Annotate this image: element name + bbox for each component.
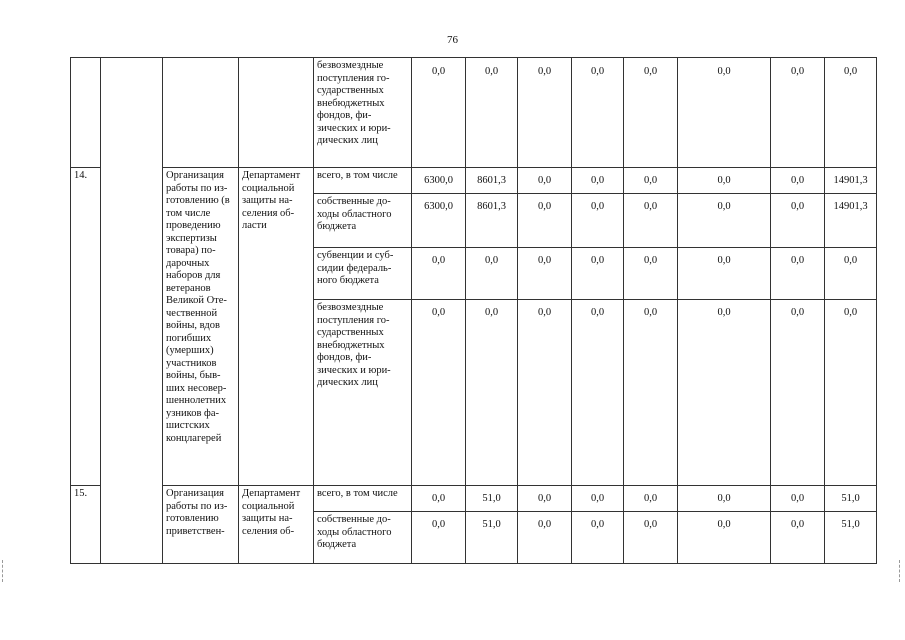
value-cell: 0,0: [771, 194, 825, 248]
value-cell: 0,0: [572, 194, 624, 248]
value-cell: 0,0: [678, 194, 771, 248]
value-cell: 0,0: [624, 486, 678, 512]
value-cell: 0,0: [678, 248, 771, 300]
value-cell: 6300,0: [412, 194, 466, 248]
funding-source-cell: всего, в том числе: [314, 486, 412, 512]
table-row: [71, 58, 877, 168]
page-number: 76: [447, 34, 458, 46]
value-cell: 0,0: [678, 486, 771, 512]
value-cell: 0,0: [678, 300, 771, 486]
binding-mark-right: [899, 560, 903, 582]
value-cell: 0,0: [518, 300, 572, 486]
funding-source-cell: собственные до-ходы областного бюджета: [314, 194, 412, 248]
value-cell: 0,0: [624, 194, 678, 248]
value-cell: 0,0: [518, 512, 572, 564]
value-cell: 0,0: [624, 168, 678, 194]
value-cell: 0,0: [771, 300, 825, 486]
value-cell: 51,0: [466, 486, 518, 512]
value-cell: 0,0: [678, 58, 771, 168]
funding-source-cell: субвенции и суб-сидии федераль-ного бюджета: [314, 248, 412, 300]
value-cell: 0,0: [572, 300, 624, 486]
value-cell: 0,0: [466, 58, 518, 168]
budget-table: [70, 57, 877, 564]
executor-cell: Департамент социальной защиты на-селения об-: [239, 486, 314, 564]
value-cell: 0,0: [412, 512, 466, 564]
value-cell: 0,0: [771, 168, 825, 194]
value-cell: 0,0: [624, 58, 678, 168]
value-cell: 0,0: [518, 168, 572, 194]
row-number-cell: 15.: [71, 486, 101, 564]
funding-source-cell: собственные до-ходы областного бюджета: [314, 512, 412, 564]
value-cell: 0,0: [412, 58, 466, 168]
funding-source-cell: безвозмездные поступления го-сударственных внебюджетных фондов, фи-зических и юри-дических лиц: [314, 58, 412, 168]
value-cell: 0,0: [572, 58, 624, 168]
activity-name-cell: [163, 58, 239, 168]
value-cell: 0,0: [572, 486, 624, 512]
value-cell: 8601,3: [466, 168, 518, 194]
value-cell: 0,0: [825, 248, 877, 300]
value-cell: 0,0: [572, 248, 624, 300]
funding-source-cell: всего, в том числе: [314, 168, 412, 194]
value-cell: 0,0: [518, 194, 572, 248]
value-cell: 0,0: [771, 248, 825, 300]
value-cell: 51,0: [466, 512, 518, 564]
value-cell: 0,0: [572, 168, 624, 194]
value-cell: 0,0: [771, 486, 825, 512]
value-cell: 0,0: [624, 248, 678, 300]
funding-source-cell: безвозмездные поступления го-сударственных внебюджетных фондов, фи-зических и юри-дических лиц: [314, 300, 412, 486]
table-row: [71, 168, 877, 194]
value-cell: 0,0: [412, 486, 466, 512]
value-cell: 0,0: [466, 248, 518, 300]
value-cell: 0,0: [572, 512, 624, 564]
value-cell: 0,0: [825, 300, 877, 486]
executor-cell: Департамент социальной защиты на-селения об-ласти: [239, 168, 314, 486]
value-cell: 0,0: [678, 168, 771, 194]
value-cell: 0,0: [771, 58, 825, 168]
value-cell: 0,0: [771, 512, 825, 564]
binding-mark-left: [2, 560, 6, 582]
value-cell: 14901,3: [825, 194, 877, 248]
row-number-cell: [71, 58, 101, 168]
activity-name-cell: Организация работы по из-готовлению приветствен-: [163, 486, 239, 564]
table-row: [71, 486, 877, 512]
value-cell: 14901,3: [825, 168, 877, 194]
value-cell: 51,0: [825, 486, 877, 512]
spacer-column: [101, 58, 163, 564]
value-cell: 0,0: [624, 512, 678, 564]
value-cell: 8601,3: [466, 194, 518, 248]
value-cell: 0,0: [412, 248, 466, 300]
row-number-cell: 14.: [71, 168, 101, 486]
value-cell: 0,0: [412, 300, 466, 486]
value-cell: 0,0: [518, 58, 572, 168]
value-cell: 0,0: [678, 512, 771, 564]
value-cell: 51,0: [825, 512, 877, 564]
value-cell: 0,0: [518, 486, 572, 512]
value-cell: 0,0: [825, 58, 877, 168]
activity-name-cell: Организация работы по из-готовлению (в том числе проведению экспертизы товара) по-дарочных наборов для ветеранов Великой Оте-чественной войны, вдов погибших (умерших) участников войны, быв-ших несовер-шеннолетних узников фа-шистских концлагерей: [163, 168, 239, 486]
value-cell: 6300,0: [412, 168, 466, 194]
value-cell: 0,0: [466, 300, 518, 486]
value-cell: 0,0: [624, 300, 678, 486]
executor-cell: [239, 58, 314, 168]
value-cell: 0,0: [518, 248, 572, 300]
